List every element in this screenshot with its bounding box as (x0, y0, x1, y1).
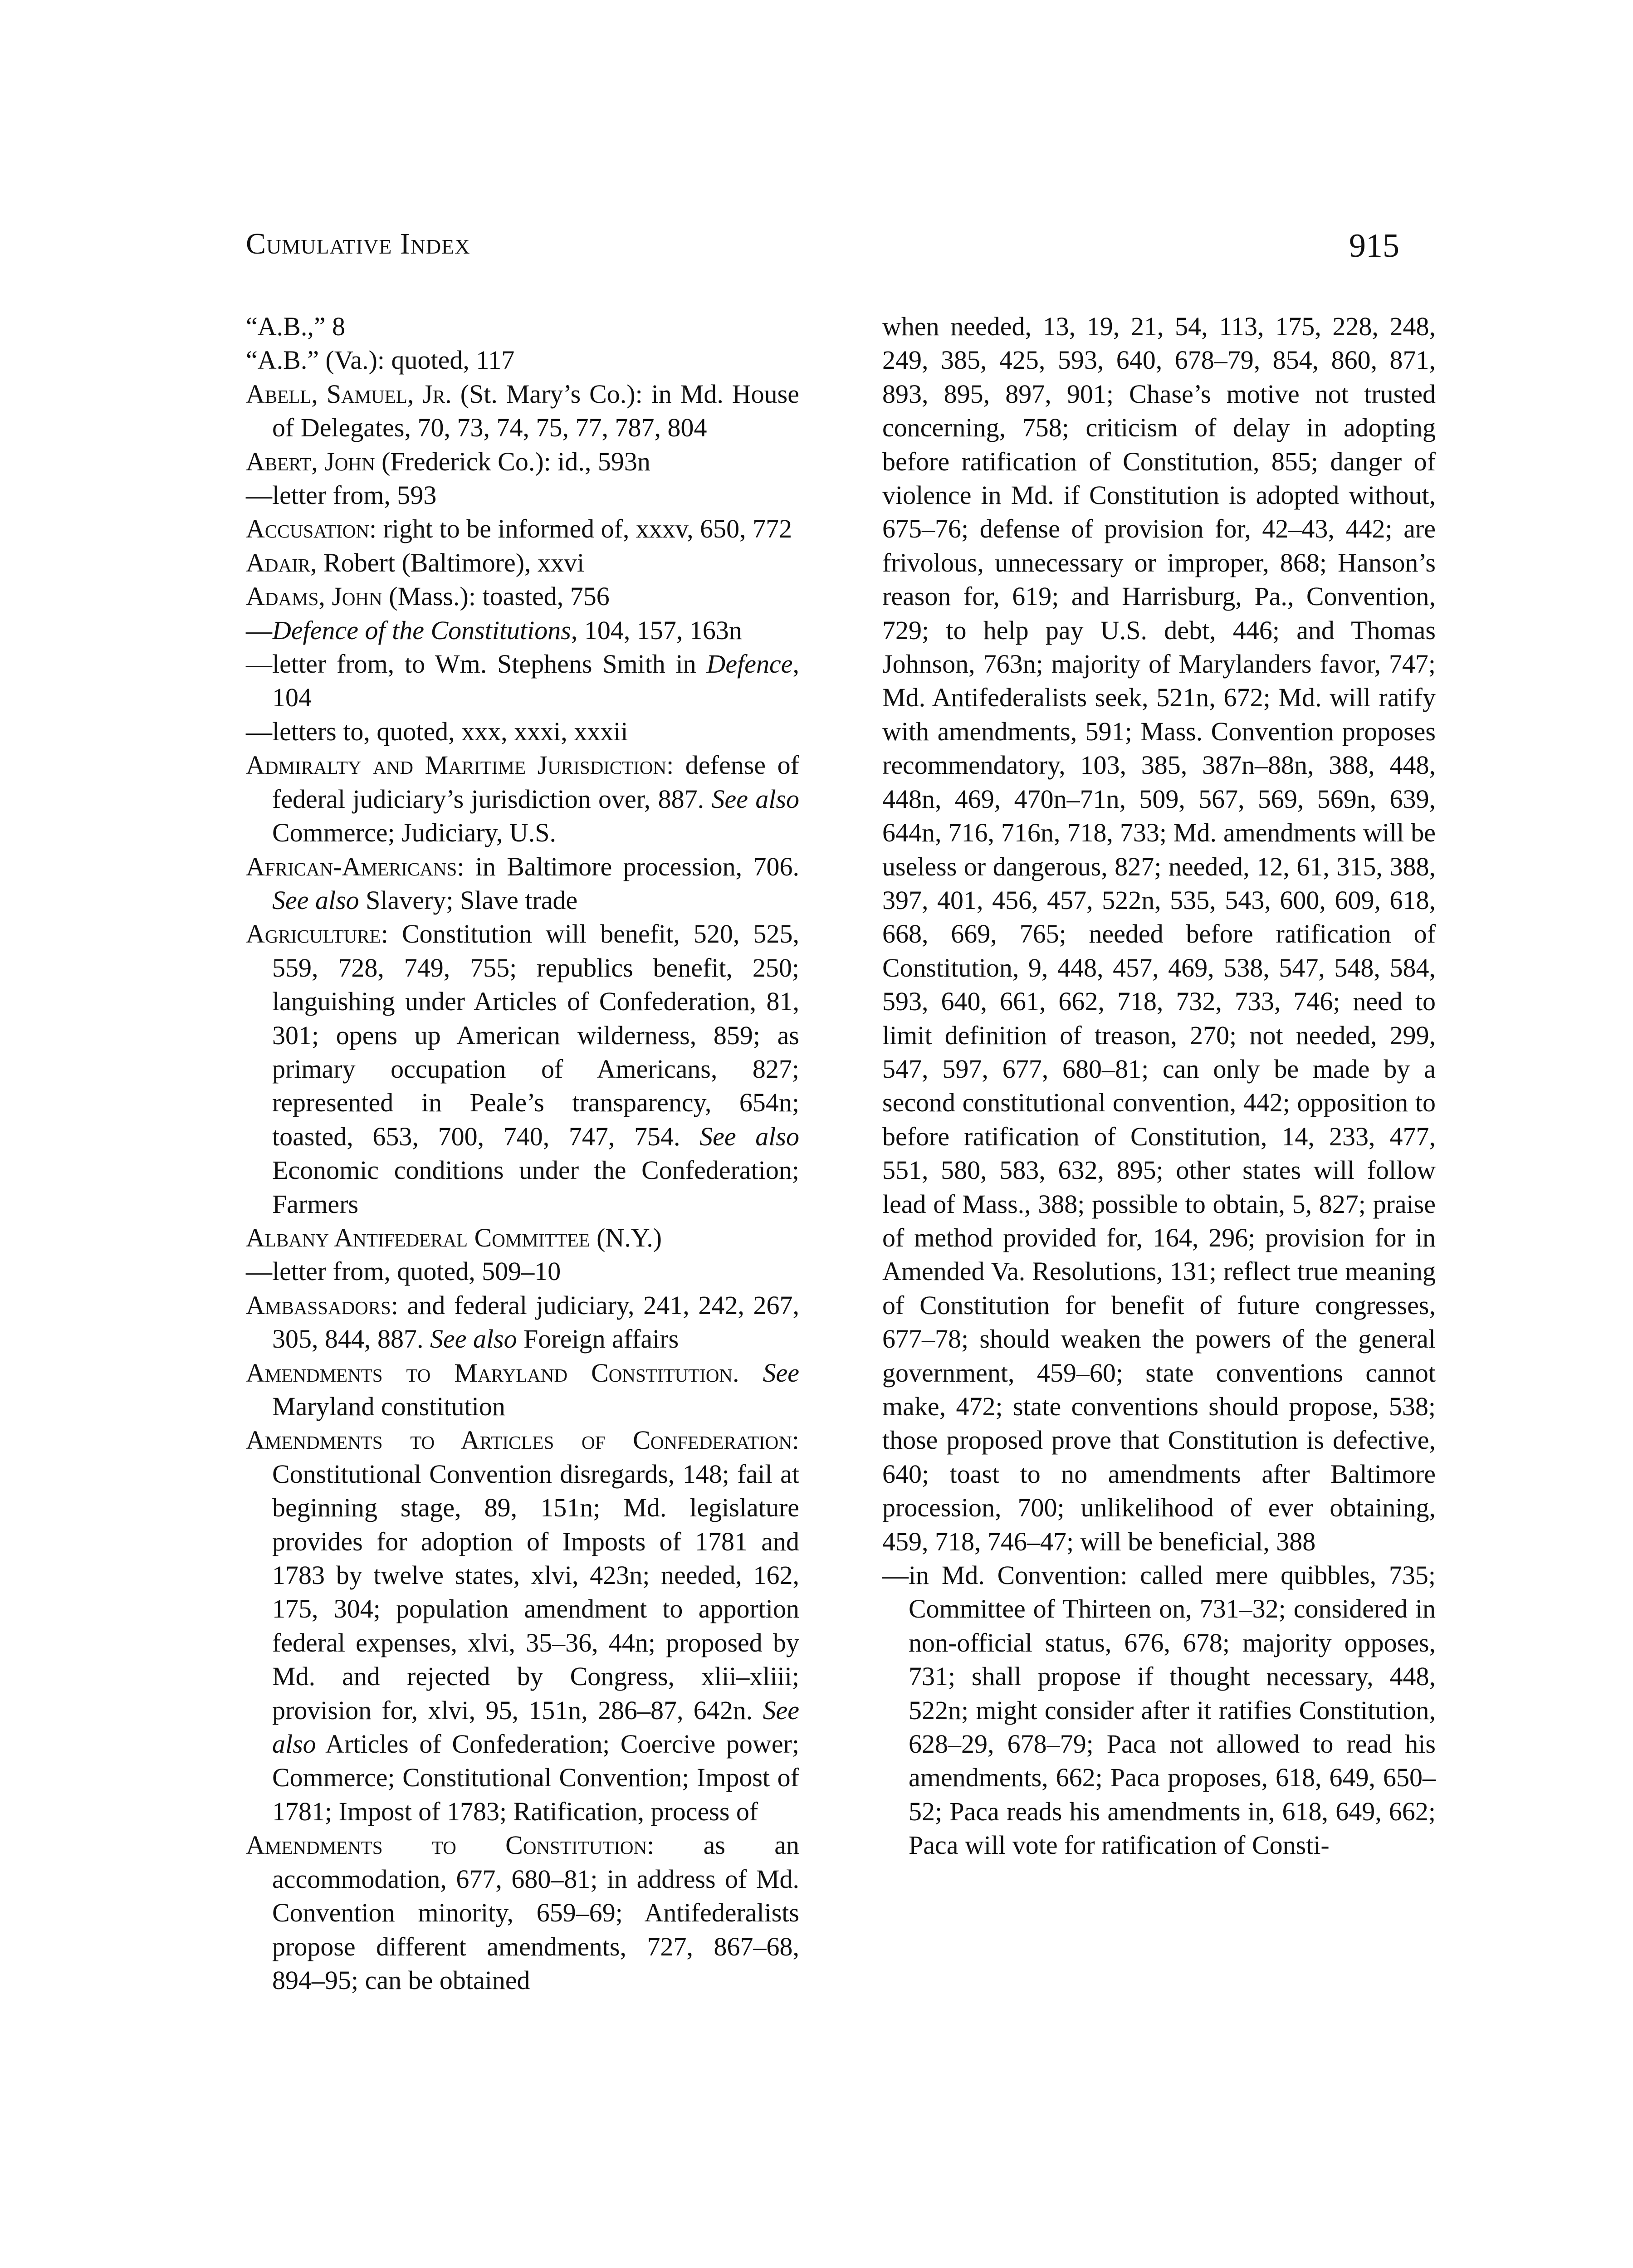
index-column-left (246, 310, 799, 1997)
index-entry: Amendments to Articles of Confederation: Constitutional Convention disregards, 148; fail at beginning stage, 89, 151n; Md. legislature provides for adoption of Imposts of 1781 and 1783 by twelve states, xlvi, 423n; needed, 162, 175, 304; population amendment to apportion federal expenses, xlvi, 35–36, 44n; proposed by Md. and rejected by Congress, xlii–xliii; provision for, xlvi, 95, 151n, 286–87, 642n. See also Articles of Confederation; Coercive power; Commerce; Constitutional Convention; Impost of 1781; Impost of 1783; Ratification, process of (246, 1425, 799, 1826)
index-entry: Amendments to Constitution: as an accommodation, 677, 680–81; in address of Md. Convention minority, 659–69; Antifederalists propose different amendments, 727, 867–68, 894–95; can be obtained (246, 1830, 799, 1995)
index-entry: Albany Antifederal Committee (N.Y.) (246, 1222, 662, 1252)
running-head (246, 227, 470, 261)
index-entry: Admiralty and Maritime Jurisdiction: defense of federal judiciary’s jurisdiction over, 887. See also Commerce; Judiciary, U.S. (246, 750, 800, 848)
index-entry: Agriculture: Constitution will benefit, 520, 525, 559, 728, 749, 755; republics benefit, 250; languishing under Articles of Confederation, 81, 301; opens up American wilderness, 859; as primary occupation of Americans, 827; represented in Peale’s transparency, 654n; toasted, 653, 700, 740, 747, 754. See also Economic conditions under the Confederation; Farmers (246, 919, 799, 1219)
index-entry: Abert, John (Frederick Co.): id., 593n (246, 446, 650, 476)
index-entry: Abell, Samuel, Jr. (St. Mary’s Co.): in Md. House of Delegates, 70, 73, 74, 75, 77, 787, 804 (246, 379, 799, 443)
index-entry: “A.B.,” 8 (246, 312, 346, 341)
running-head-text: Cumulative Index (246, 227, 470, 260)
index-entry: Adams, John (Mass.): toasted, 756 (246, 582, 610, 611)
index-entry: African-Americans: in Baltimore procession, 706. See also Slavery; Slave trade (246, 851, 799, 915)
index-entry: Adair, Robert (Baltimore), xxvi (246, 547, 585, 577)
index-subentry: —letters to, quoted, xxx, xxxi, xxxii (246, 716, 628, 746)
page-header (246, 227, 1399, 277)
index-column-right (882, 310, 1436, 1862)
page-number: 915 (1349, 227, 1399, 264)
index-subentry: —letter from, 593 (246, 480, 437, 510)
index-entry: Accusation: right to be informed of, xxxv, 650, 772 (246, 514, 792, 544)
index-entry: “A.B.” (Va.): quoted, 117 (246, 345, 515, 375)
index-subentry: —in Md. Convention: called mere quibbles, 735; Committee of Thirteen on, 731–32; considered in non-official status, 676, 678; majority opposes, 731; shall propose if thought necessary, 448, 522n; might consider after it ratifies Constitution, 628–29, 678–79; Paca not allowed to read his amendments, 662; Paca proposes, 618, 649, 650–52; Paca reads his amendments in, 618, 649, 662; Paca will vote for ratification of Consti- (882, 1560, 1436, 1860)
index-subentry: —Defence of the Constitutions, 104, 157, 163n (246, 615, 742, 645)
index-subentry: —letter from, to Wm. Stephens Smith in Defence, 104 (246, 649, 799, 713)
index-entry: Amendments to Maryland Constitution. See Maryland constitution (246, 1358, 799, 1421)
index-entry: Ambassadors: and federal judiciary, 241, 242, 267, 305, 844, 887. See also Foreign affairs (246, 1290, 799, 1354)
index-entry: when needed, 13, 19, 21, 54, 113, 175, 228, 248, 249, 385, 425, 593, 640, 678–79, 854, 860, 871, 893, 895, 897, 901; Chase’s motive not trusted concerning, 758; criticism of delay in adopting before ratification of Constitution, 855; danger of violence in Md. if Constitution is adopted without, 675–76; defense of provision for, 42–43, 442; are frivolous, unnecessary or improper, 868; Hanson’s reason for, 619; and Harrisburg, Pa., Convention, 729; to help pay U.S. debt, 446; and Thomas Johnson, 763n; majority of Marylanders favor, 747; Md. Antifederalists seek, 521n, 672; Md. will ratify with amendments, 591; Mass. Convention proposes recommendatory, 103, 385, 387n–88n, 388, 448, 448n, 469, 470n–71n, 509, 567, 569, 569n, 639, 644n, 716, 716n, 718, 733; Md. amendments will be useless or dangerous, 827; needed, 12, 61, 315, 388, 397, 401, 456, 457, 522n, 535, 543, 600, 609, 618, 668, 669, 765; needed before ratification of Constitution, 9, 448, 457, 469, 538, 547, 548, 584, 593, 640, 661, 662, 718, 732, 733, 746; need to limit definition of treason, 270; not needed, 299, 547, 597, 677, 680–81; can only be made by a second constitutional convention, 442; opposition to before ratification of Constitution, 14, 233, 477, 551, 580, 583, 632, 895; other states will follow lead of Mass., 388; possible to obtain, 5, 827; praise of method provided for, 164, 296; provision for in Amended Va. Resolutions, 131; reflect true meaning of Constitution for benefit of future congresses, 677–78; should weaken the powers of the general government, 459–60; state conventions cannot make, 472; state conventions should propose, 538; those proposed prove that Constitution is defective, 640; toast to no amendments after Baltimore procession, 700; unlikelihood of ever obtaining, 459, 718, 746–47; will be beneficial, 388 (882, 312, 1436, 1556)
index-subentry: —letter from, quoted, 509–10 (246, 1256, 561, 1286)
